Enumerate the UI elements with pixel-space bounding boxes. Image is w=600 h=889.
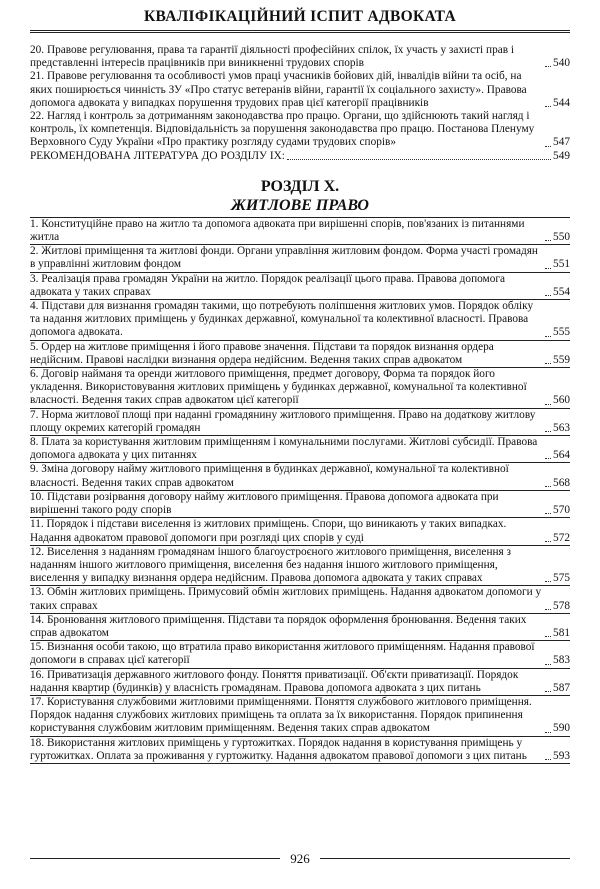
section-number: РОЗДІЛ X. [260, 177, 340, 195]
dot-leader [545, 759, 551, 760]
section-name: ЖИТЛОВЕ ПРАВО [231, 196, 369, 214]
dot-leader [545, 609, 551, 610]
toc-entry-title: 12. Виселення з наданням громадянам іншого благоустроєного житлового приміщення, виселення з наданням іншого житлового приміщення, виселення без надання іншого житлового приміщення, виселення у випадку визнання ордера недійсним. Правова допомога адвоката у таких справах [30, 545, 512, 585]
dot-leader [545, 336, 551, 337]
toc-entry[interactable] [30, 614, 570, 640]
toc-entry[interactable] [30, 70, 570, 110]
toc-entry-title: 15. Визнання особи такою, що втратила право використання житлового приміщенням. Надання правової допомоги в справах цієї категорії [30, 641, 535, 667]
dot-leader [545, 363, 551, 364]
toc-entry[interactable] [30, 669, 570, 695]
toc-entry[interactable] [30, 409, 570, 435]
dot-leader [287, 159, 551, 160]
dot-leader [545, 295, 551, 296]
page-footer [30, 851, 570, 867]
toc-entry-title: 20. Правове регулювання, права та гарантії діяльності професійних спілок, їх участь у захисті прав і представленні інтересів працівників при виникненні трудових спорів [30, 44, 515, 70]
toc-entry[interactable] [30, 110, 570, 150]
toc-entry-title: 21. Правове регулювання та особливості умов праці учасників бойових дій, інвалідів війни та осіб, на яких поширюється чинність ЗУ «Про статус ветеранів війни, гарантії їх соціального захисту». Правова допомога адвоката у випадках порушення трудових прав цієї категорії працівників [30, 70, 527, 109]
toc-entry-title: 16. Приватизація державного житлового фонду. Поняття приватизації. Об'єкти приватизації. Порядок надання квартир (будинків) у власність громадянам. Правова допомога адвоката з цих питань [30, 668, 519, 694]
dot-leader [545, 146, 551, 147]
dot-leader [545, 581, 551, 582]
toc-entry-page: 544 [553, 96, 570, 109]
toc-entry[interactable] [30, 463, 570, 489]
toc-entry-page: 547 [553, 136, 570, 149]
toc-entry-page: 587 [553, 681, 570, 694]
toc-entry[interactable] [30, 436, 570, 462]
toc-entry[interactable] [30, 44, 570, 70]
dot-leader [545, 66, 551, 67]
running-header-title: КВАЛІФІКАЦІЙНИЙ ІСПИТ АДВОКАТА [144, 8, 456, 25]
dot-leader [545, 404, 551, 405]
toc-entry-title: 14. Бронювання житлового приміщення. Підстави та порядок оформлення бронювання. Ведення таких справ адвокатом [30, 613, 527, 639]
section-entries [30, 218, 570, 764]
dot-leader [545, 732, 551, 733]
toc-entry[interactable] [30, 491, 570, 517]
toc-entry[interactable] [30, 218, 570, 244]
toc-entry[interactable] [30, 546, 570, 586]
toc-entry-title: 18. Використання житлових приміщень у гуртожитках. Порядок надання в користування приміщень у гуртожитках. Оплата за проживання у гуртожитку. Надання адвокатом правової допомоги з цих питань [30, 736, 527, 762]
toc-entry-page: 572 [553, 531, 570, 544]
toc-entry-title: 8. Плата за користування житловим приміщенням і комунальними послугами. Житлові субсидії. Правова допомога адвоката у цих питаннях [30, 436, 538, 462]
dot-leader [545, 240, 551, 241]
dot-leader [545, 541, 551, 542]
toc-entry-title: 13. Обмін житлових приміщень. Примусовий обмін житлових приміщень. Надання адвокатом допомоги у таких справах [30, 586, 542, 612]
previous-section-entries [30, 44, 570, 163]
toc-entry-page: 564 [553, 449, 570, 462]
toc-entry-title: 2. Житлові приміщення та житлові фонди. Органи управління житловим фондом. Форма участі громадян в управлінні житловим фондом [30, 245, 538, 271]
toc-entry[interactable] [30, 518, 570, 544]
toc-entry-title: 10. Підстави розірвання договору найму житлового приміщення. Правова допомога адвоката при вирішенні такого роду спорів [30, 490, 499, 517]
toc-entry[interactable] [30, 245, 570, 271]
toc-entry-title: 9. Зміна договору найму житлового приміщення в будинках державної, комунальної та колективної власності. Ведення таких справ адвокатом [30, 463, 509, 489]
toc-entry-title: 6. Договір найманя та оренди житлового приміщення, предмет договору, Форма та порядок його укладення. Використовування житлових приміщень у будинках державної, комунальної та колективної власності. Ведення таких справ адвокатом цієї категорії [30, 368, 527, 407]
dot-leader [545, 513, 551, 514]
toc-entry-page: 549 [553, 149, 570, 162]
toc-entry-title: 4. Підстави для визнання громадян такими, що потребують поліпшення житлових умов. Порядок обліку та надання житлових приміщень у будинках державної, комунальної та колективної власності. Правова допомога адвоката. [30, 300, 534, 339]
toc-entry-title: 5. Ордер на житлове приміщення і його правове значення. Підстави та порядок визнання ордера недійсним. Правові наслідки визнання ордера недійсним. Ведення таких справ адвокатом [30, 340, 494, 366]
toc-entry-page: 590 [553, 722, 570, 735]
entry-rule [30, 763, 570, 764]
toc-entry-page: 563 [553, 421, 570, 434]
toc-entry-title: 3. Реалізація права громадян України на житло. Порядок реалізації цього права. Правова допомога адвоката у таких справах [30, 272, 506, 298]
toc-entry-page: 555 [553, 326, 570, 339]
dot-leader [545, 691, 551, 692]
toc-entry-title: 1. Конституційне право на житло та допомога адвоката при вирішенні спорів, пов'язаних із питаннями житла [30, 217, 525, 244]
toc-entry[interactable] [30, 368, 570, 408]
toc-entry-page: 550 [553, 231, 570, 244]
toc-entry[interactable] [30, 150, 570, 163]
page-number: 926 [280, 851, 320, 867]
toc-entry[interactable] [30, 300, 570, 340]
toc-entry-page: 593 [553, 749, 570, 762]
toc-entry-page: 570 [553, 504, 570, 517]
dot-leader [545, 458, 551, 459]
dot-leader [545, 106, 551, 107]
toc-entry-page: 575 [553, 572, 570, 585]
toc-entry-page: 559 [553, 353, 570, 366]
toc-entry-page: 568 [553, 476, 570, 489]
toc-entry-title: 7. Норма житлової площі при наданні громадянину житлового приміщення. Право на додаткову житлову площу окремих категорій громадян [30, 408, 536, 434]
running-header [30, 8, 570, 33]
toc-entry-page: 578 [553, 599, 570, 612]
toc-entry-page: 583 [553, 654, 570, 667]
toc-entry[interactable] [30, 641, 570, 667]
table-of-contents [30, 44, 570, 764]
toc-entry[interactable] [30, 341, 570, 367]
toc-entry-title: 17. Користування службовими житловими приміщеннями. Поняття службового житлового приміщення. Порядок надання службових житлових приміщень та оплата за їх використання. Порядок припинення користування службовим житловим приміщенням. Ведення таких справ адвокатом [30, 695, 532, 735]
toc-entry-page: 581 [553, 626, 570, 639]
toc-entry[interactable] [30, 696, 570, 736]
toc-entry-page: 540 [553, 57, 570, 70]
toc-entry[interactable] [30, 737, 570, 763]
toc-entry[interactable] [30, 273, 570, 299]
toc-entry-page: 554 [553, 285, 570, 298]
toc-entry-page: 551 [553, 258, 570, 271]
dot-leader [545, 431, 551, 432]
dot-leader [545, 636, 551, 637]
dot-leader [545, 268, 551, 269]
toc-entry-title: 22. Нагляд і контроль за дотриманням законодавства про працю. Органи, що здійснюють такий нагляд і контроль, їх компетенція. Відповідальність за порушення законодавства про працю. Постанова Пленуму Верховного Суду України «Про практику розгляду судами трудових спорів» [30, 110, 535, 149]
toc-entry-title: РЕКОМЕНДОВАНА ЛІТЕРАТУРА ДО РОЗДІЛУ IX: [30, 149, 285, 162]
dot-leader [545, 664, 551, 665]
toc-entry[interactable] [30, 586, 570, 612]
dot-leader [545, 486, 551, 487]
toc-entry-page: 560 [553, 394, 570, 407]
toc-entry-title: 11. Порядок і підстави виселення із житлових приміщень. Спори, що виникають у таких випадках. Надання адвокатом правової допомоги при розгляді цих спорів у суді [30, 518, 507, 544]
